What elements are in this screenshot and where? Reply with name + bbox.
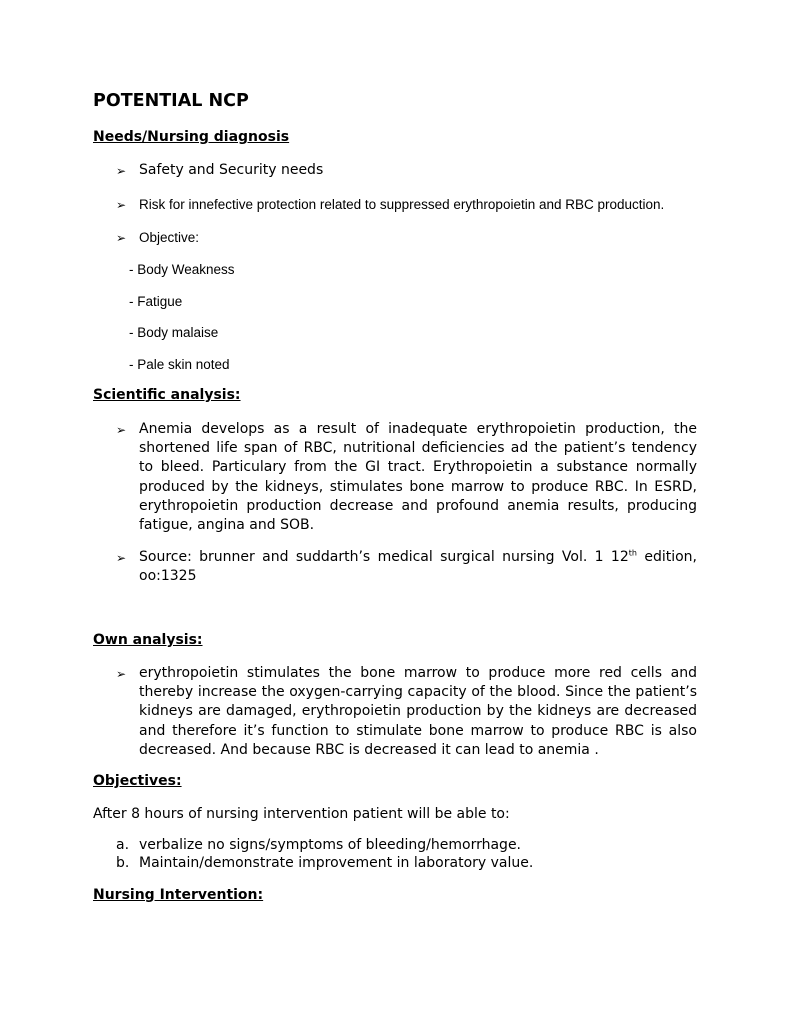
scientific-heading: Scientific analysis: <box>93 387 241 403</box>
source-citation <box>139 548 697 586</box>
scientific-paragraph: Anemia develops as a result of inadequate erythropoietin production, the shortened life span of RBC, nutritional deficiencies ad the patient’s tendency to bleed. Particulary from the GI tract. Erythropoietin a substance normally produced by the kidneys, stimulates bone marrow to produce RBC. In ESRD, erythropoietin production decrease and profound anemia results, producing fatigue, angina and SOB. <box>139 421 697 534</box>
objective-item: - Pale skin noted <box>129 357 230 372</box>
needs-item: Risk for innefective protection related to suppressed erythropoietin and RBC production. <box>139 197 665 212</box>
list-marker: a. <box>116 837 130 853</box>
arrow-bullet-icon: ➢ <box>116 667 127 681</box>
source-text-end: edition, oo:1325 <box>139 549 697 585</box>
objectives-intro: After 8 hours of nursing intervention patient will be able to: <box>93 806 510 822</box>
needs-item: Safety and Security needs <box>139 162 324 178</box>
arrow-bullet-icon: ➢ <box>116 551 127 565</box>
arrow-bullet-icon: ➢ <box>116 164 127 178</box>
objective-item: - Fatigue <box>129 294 183 309</box>
list-marker: b. <box>116 855 130 871</box>
arrow-bullet-icon: ➢ <box>116 198 127 212</box>
own-analysis-heading: Own analysis: <box>93 632 203 648</box>
objective-item: - Body Weakness <box>129 262 235 277</box>
source-text: Source: brunner and suddarth’s medical surgical nursing Vol. 1 12 <box>139 549 629 565</box>
objective-item: - Body malaise <box>129 325 219 340</box>
intervention-heading: Nursing Intervention: <box>93 887 264 903</box>
needs-item: Objective: <box>139 230 200 245</box>
needs-heading: Needs/Nursing diagnosis <box>93 129 290 145</box>
arrow-bullet-icon: ➢ <box>116 423 127 437</box>
arrow-bullet-icon: ➢ <box>116 231 127 245</box>
source-superscript: th <box>628 548 637 558</box>
page-title: POTENTIAL NCP <box>93 91 249 111</box>
objectives-heading: Objectives: <box>93 773 182 789</box>
objective-goal: verbalize no signs/symptoms of bleeding/hemorrhage. <box>139 837 522 853</box>
own-analysis-paragraph: erythropoietin stimulates the bone marrow to produce more red cells and thereby increase the oxygen-carrying capacity of the blood. Since the patient’s kidneys are damaged, erythropoietin production by the kidneys are decreased and therefore it’s function to stimulate bone marrow to produce RBC is also decreased. And because RBC is decreased it can lead to anemia . <box>139 665 697 758</box>
objective-goal: Maintain/demonstrate improvement in laboratory value. <box>139 855 534 871</box>
